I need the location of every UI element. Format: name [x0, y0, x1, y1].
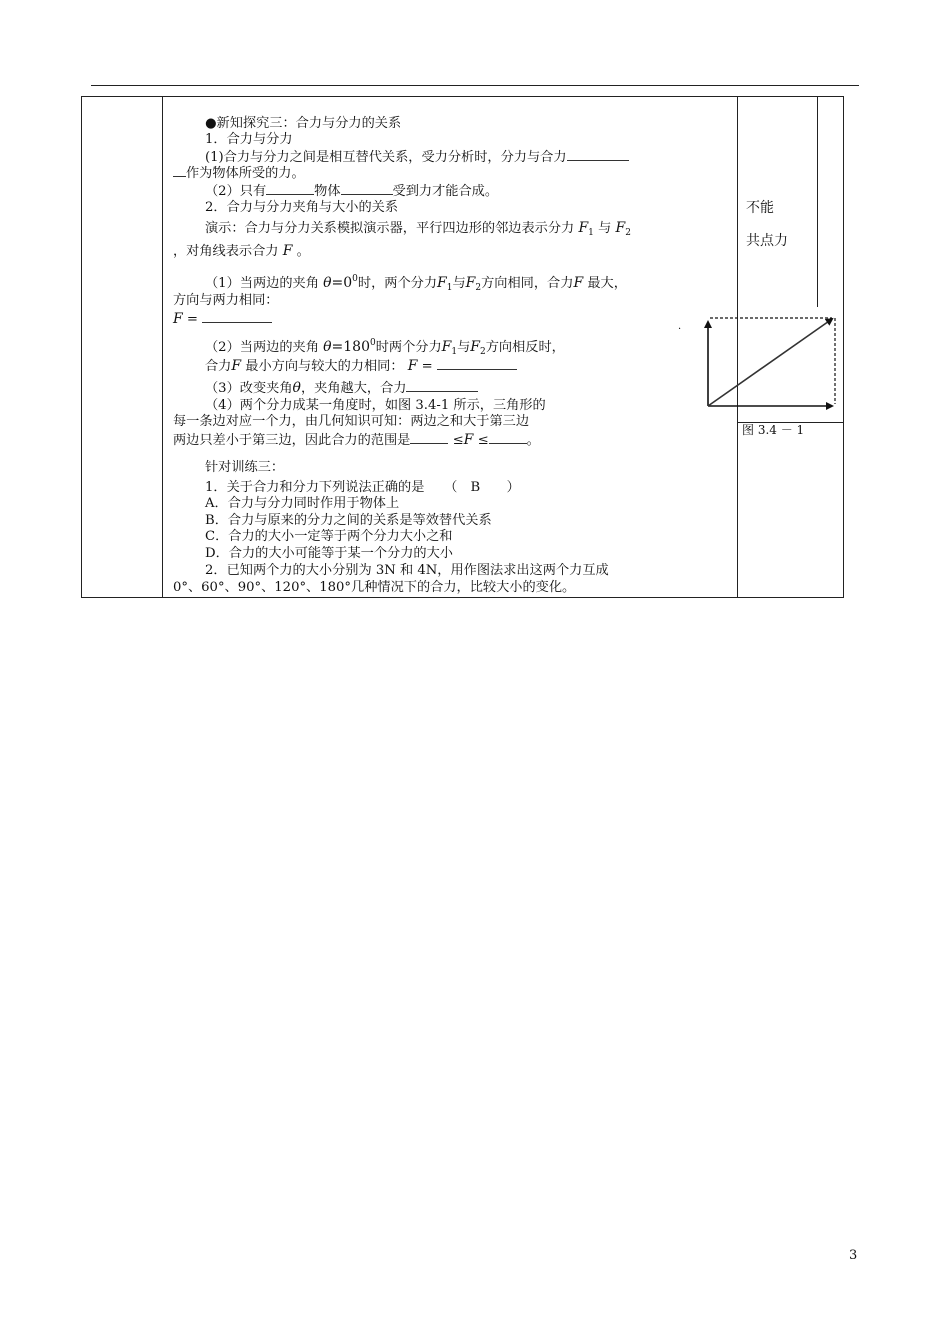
- question-2-line-2: 0°、60°、90°、120°、180°几种情况下的合力，比较大小的变化。: [173, 580, 576, 595]
- fill-blank: [341, 183, 393, 195]
- paragraph-2: （2）只有 物体 受到力才能合成。: [205, 184, 499, 199]
- case-4-line-1: （4）两个分力成某一角度时，如图 3.4-1 所示，三角形的: [205, 398, 546, 413]
- fill-blank: [410, 432, 448, 444]
- demo-line-2: ，对角线表示合力 F 。: [173, 243, 310, 259]
- fill-blank: [173, 165, 186, 177]
- subheading-2: 2．合力与分力夹角与大小的关系: [205, 200, 399, 215]
- fill-blank: [567, 149, 629, 161]
- question-1: 1．关于合力和分力下列说法正确的是 （ B ）: [205, 480, 520, 495]
- side-note-line-1: 不能: [746, 200, 774, 216]
- figure-dot: ·: [678, 324, 682, 335]
- force-parallelogram-figure: [700, 312, 840, 412]
- case-1-answer: F =: [173, 311, 272, 328]
- subheading-1: 1．合力与分力: [205, 132, 293, 147]
- fill-blank: [406, 380, 478, 392]
- case-4-line-3: 两边只差小于第三边，因此合力的范围是 ≤F ≤ 。: [173, 432, 540, 448]
- case-1-line-1: （1）当两边的夹角 $\theta=0^0$时，两个分力$F_1$与$F_2$方向相同，合力F 最大，: [205, 274, 627, 293]
- table-col-divider-1: [162, 97, 163, 597]
- case-4-line-2: 每一条边对应一个力，由几何知识可知：两边之和大于第三边: [173, 414, 530, 429]
- fill-blank: [202, 311, 272, 323]
- question-2-line-1: 2．已知两个力的大小分别为 3N 和 4N，用作图法求出这两个力互成: [205, 563, 609, 578]
- fill-blank: [437, 358, 517, 370]
- option-a: A．合力与分力同时作用于物体上: [205, 496, 400, 511]
- fill-blank: [266, 183, 314, 195]
- case-2-line-1: （2）当两边的夹角 $\theta=180^0$时两个分力$F_1$与$F_2$方向相反时，: [205, 338, 565, 357]
- case-3: （3）改变夹角θ，夹角越大，合力: [205, 380, 478, 397]
- resultant-arrow: [708, 319, 832, 406]
- table-col-divider-3: [817, 97, 818, 307]
- case-1-line-2: 方向与两力相同：: [173, 293, 279, 308]
- training-title: 针对训练三：: [205, 460, 285, 475]
- paragraph-1a: (1)合力与分力之间是相互替代关系，受力分析时，分力与合力: [205, 149, 629, 166]
- case-2-line-2: 合力F 最小方向与较大的力相同： F =: [205, 358, 517, 375]
- option-b: B．合力与原来的分力之间的关系是等效替代关系: [205, 513, 492, 528]
- side-note-line-2: 共点力: [746, 233, 788, 249]
- paragraph-1b: 作为物体所受的力。: [173, 165, 305, 182]
- header-rule: [91, 85, 859, 86]
- figure-caption: 图 3.4 － 1: [742, 423, 805, 437]
- option-c: C．合力的大小一定等于两个分力大小之和: [205, 529, 453, 544]
- demo-line-1: 演示：合力与分力关系模拟演示器，平行四边形的邻边表示分力 $F_1$ 与 $F_2$: [205, 220, 631, 238]
- fill-blank: [489, 432, 527, 444]
- page-number: 3: [849, 1248, 858, 1263]
- option-d: D．合力的大小可能等于某一个分力的大小: [205, 546, 453, 561]
- section-title: ●新知探究三：合力与分力的关系: [205, 116, 402, 131]
